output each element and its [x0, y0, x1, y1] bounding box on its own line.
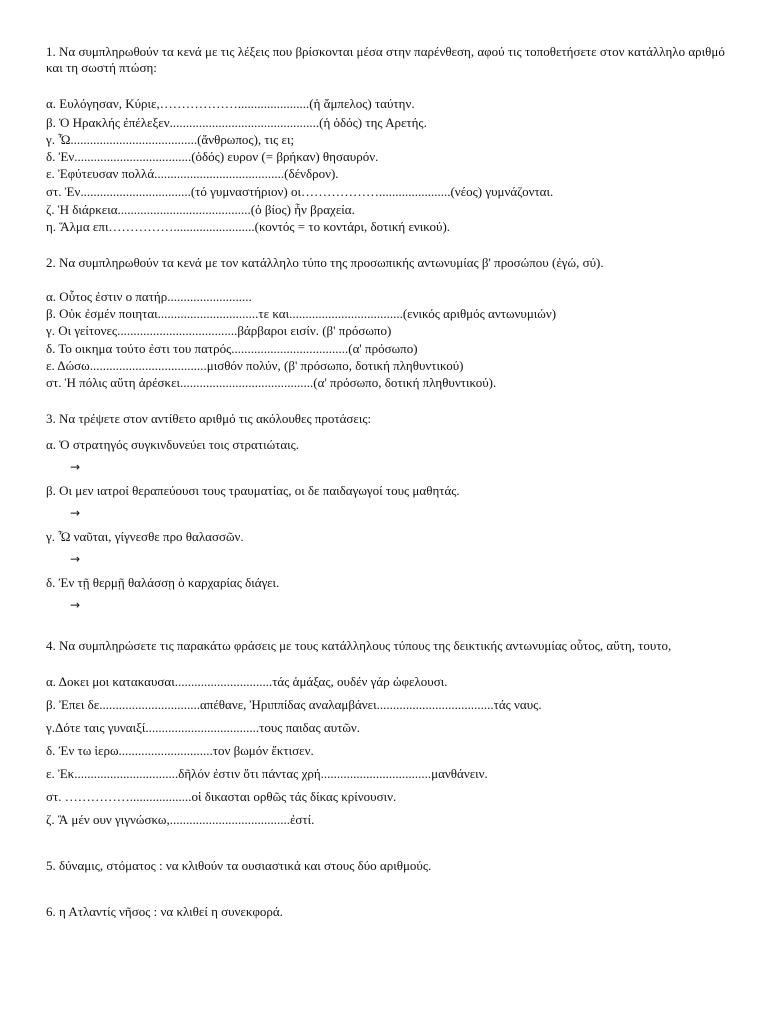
exercise-1-item-b: β. Ὁ Ηρακλής ἐπέλεξεν..............................................(ἡ ὁδός) της Αρετής. — [46, 115, 427, 130]
arrow-right-icon: → — [70, 506, 81, 520]
exercise-1-item-c: γ. Ὦ.......................................(ἄνθρωπος), τις ει; — [46, 132, 295, 147]
exercise-2-item-b: β. Οὐκ ἐσμέν ποιηται...............................τε και...................................(ενικός αριθμός αντωνυμιών) — [46, 306, 557, 321]
arrow-right-icon: → — [70, 552, 81, 566]
exercise-2-item-d: δ. Το οικημα τούτο ἐστι του πατρός....................................(α' πρόσωπο) — [46, 341, 418, 356]
arrow-right-icon: → — [70, 598, 81, 612]
exercise-1-instruction: 1. Να συμπληρωθούν τα κενά με τις λέξεις που βρίσκονται μέσα στην παρένθεση, αφού τις τοποθετήσετε στον κατάλληλο αριθμό και τη σωστή πτώση: — [46, 44, 725, 75]
exercise-6: 6. η Ατλαντίς νῆσος : να κλιθεί η συνεκφορά. — [46, 904, 283, 919]
exercise-2-item-e: ε. Δώσω....................................μισθόν πολύν, (β' πρόσωπο, δοτική πληθυντικού) — [46, 358, 464, 373]
exercise-4-item-d: δ. Ἐν τω ἱερω.............................τον βωμόν ἔκτισεν. — [46, 743, 314, 758]
exercise-4-item-st: στ. ……………...................οἱ δικασται ορθῶς τάς δίκας κρίνουσιν. — [46, 789, 397, 804]
exercise-3-item-d: δ. Ἐν τῇ θερμῇ θαλάσσῃ ὁ καρχαρίας διάγει. — [46, 575, 280, 590]
exercise-1-item-st: στ. Ἐν..................................(τό γυμναστήριον) οι………………......................(νέος) γυμνάζονται. — [46, 184, 554, 199]
exercise-1-item-h: η. Ἅλμα επι…………….........................(κοντός = το κοντάρι, δοτική ενικού). — [46, 219, 451, 234]
exercise-5: 5. δύναμις, στόματος : να κλιθούν τα ουσιαστικά και στους δύο αριθμούς. — [46, 858, 432, 873]
exercise-1-item-e: ε. Ἐφύτευσαν πολλά........................................(δένδρον). — [46, 166, 339, 181]
exercise-3-item-c: γ. Ὦ ναῦται, γίγνεσθε προ θαλασσῶν. — [46, 529, 244, 544]
exercise-4-item-z: ζ. Ἃ μέν ουν γιγνώσκω,.....................................ἐστί. — [46, 812, 315, 827]
exercise-4-item-a: α. Δοκει μοι κατακαυσαι..............................τάς ἁμάξας, ουδέν γάρ ὠφελουσι. — [46, 674, 448, 689]
exercise-2-item-c: γ. Οι γείτονες.....................................βάρβαροι εισίν. (β' πρόσωπο) — [46, 323, 392, 338]
exercise-3-item-b: β. Οι μεν ιατροί θεραπεύουσι τους τραυματίας, οι δε παιδαγωγοί τους μαθητάς. — [46, 483, 460, 498]
arrow-right-icon: → — [70, 460, 81, 474]
exercise-2-instruction: 2. Να συμπληρωθούν τα κενά με τον κατάλληλο τύπο της προσωπικής αντωνυμίας β' προσώπου (ἐγώ, σύ). — [46, 255, 604, 270]
exercise-2-item-a: α. Οὗτος ἐστιν ο πατήρ.......................... — [46, 289, 252, 304]
exercise-1-item-a: α. Ευλόγησαν, Κύριε,………………......................(ἡ ἄμπελος) ταύτην. — [46, 96, 415, 111]
exercise-4-item-e: ε. Ἐκ................................δῆλόν ἐστιν ὅτι πάντας χρή..................................μανθάνειν. — [46, 766, 488, 781]
exercise-1-item-z: ζ. Ἡ διάρκεια.........................................(ὁ βίος) ἦν βραχεία. — [46, 202, 355, 217]
exercise-2-item-st: στ. Ἡ πόλις αὕτη ἀρέσκει.........................................(α' πρόσωπο, δοτική πληθυντικού). — [46, 375, 497, 390]
exercise-3-instruction: 3. Να τρέψετε στον αντίθετο αριθμό τις ακόλουθες προτάσεις: — [46, 411, 372, 426]
exercise-4-instruction: 4. Να συμπληρώσετε τις παρακάτω φράσεις με τους κατάλληλους τύπους της δεικτικής αντωνυμίας οὗτος, αὕτη, τουτο, — [46, 638, 672, 653]
exercise-4-item-b: β. Ἐπει δε...............................απέθανε, Ἠριππίδας αναλαμβάνει....................................τάς ναυς. — [46, 697, 542, 712]
exercise-3-item-a: α. Ὁ στρατηγός συγκινδυνεύει τοις στρατιώταις. — [46, 437, 300, 452]
exercise-4-item-c: γ.Δότε ταις γυναιξί...................................τους παιδας αυτῶν. — [46, 720, 361, 735]
exercise-1-item-d: δ. Ἐν....................................(ὁδός) ευρον (= βρήκαν) θησαυρόν. — [46, 149, 379, 164]
